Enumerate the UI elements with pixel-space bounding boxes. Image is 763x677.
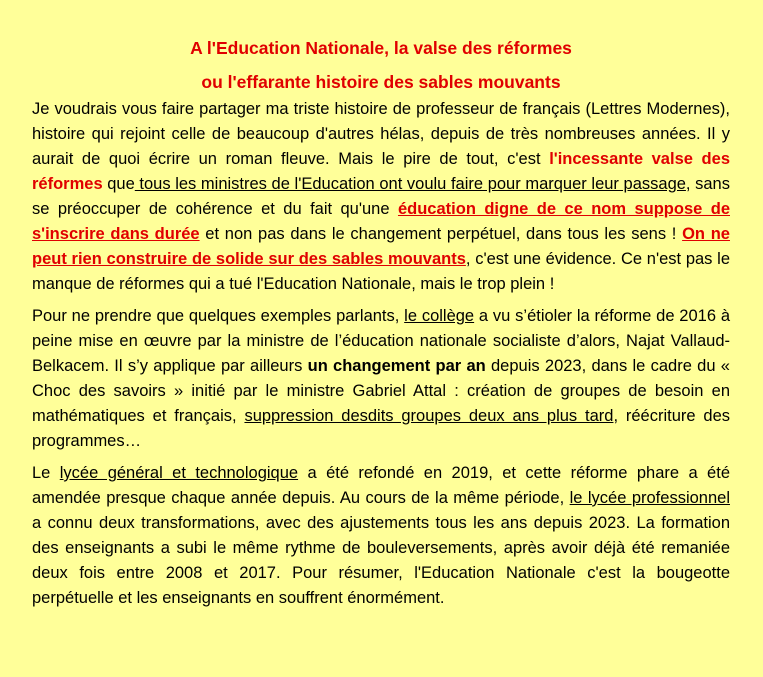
p1-underline-ministers: tous les ministres de l'Education ont voulu faire pour marquer leur passage (134, 175, 686, 193)
p2-bold-change: un changement par an (307, 357, 486, 375)
p2-underline-college: le collège (404, 307, 475, 325)
p2-underline-suppression: suppression desdits groupes deux ans plus tard (244, 407, 614, 425)
p3-text: Le (32, 464, 60, 482)
p1-highlight-reforms: l'incessante valse des réformes (32, 150, 730, 193)
p1-text: et non pas dans le changement perpétuel, dans tous les sens ! (199, 225, 683, 243)
paragraph-3 (32, 461, 730, 611)
p1-text: , sans se préoccuper de cohérence et du fait qu'une (32, 175, 730, 218)
p2-text: Pour ne prendre que quelques exemples parlants, (32, 307, 405, 325)
p2-text: depuis 2023, dans le cadre du « Choc des savoirs » initié par le ministre Gabriel Attal : création de groupes de besoin en mathématiques et français, (32, 357, 730, 425)
p3-underline-lycee-general: lycée général et technologique (59, 464, 299, 482)
p2-text: , réécriture des programmes… (32, 407, 731, 450)
title-line-1: A l'Education Nationale, la valse des réformes (190, 38, 572, 58)
p3-underline-lycee-pro: le lycée professionnel (569, 489, 730, 507)
p3-text: a été refondé en 2019, et cette réforme phare a été amendée presque chaque année depuis. Au cours de la même période, (32, 464, 730, 507)
p1-text: Je voudrais vous faire partager ma triste histoire de professeur de français (Lettres Modernes), histoire qui rejoint celle de beaucoup d'autres hélas, depuis de très nombreuses années. Il y aurait de quoi écrire un roman fleuve. Mais le pire de tout, c'est (32, 100, 730, 168)
p1-text: , c'est une évidence. Ce n'est pas le manque de réformes qui a tué l'Education Nationale, mais le trop plein ! (32, 250, 730, 293)
p1-highlight-education: éducation digne de ce nom suppose de s'inscrire dans durée (32, 200, 730, 243)
p3-text: a connu deux transformations, avec des ajustements tous les ans depuis 2023. La formation des enseignants a subi le même rythme de bouleversements, après avoir déjà été remaniée deux fois entre 2008 et 2017. Pour résumer, l'Education Nationale c'est la bougeotte perpétuelle et les enseignants en souffrent énormément. (32, 514, 730, 607)
paragraph-2 (32, 304, 730, 454)
p1-text: que (102, 175, 135, 193)
paragraph-1 (32, 97, 730, 297)
title-line-2: ou l'effarante histoire des sables mouvants (201, 72, 561, 92)
p1-highlight-sands: On ne peut rien construire de solide sur des sables mouvants (32, 225, 730, 268)
p2-text: a vu s’étioler la réforme de 2016 à peine mise en œuvre par la ministre de l’éducation nationale socialiste d’alors, Najat Vallaud-Belkacem. Il s’y applique par ailleurs (32, 307, 731, 375)
